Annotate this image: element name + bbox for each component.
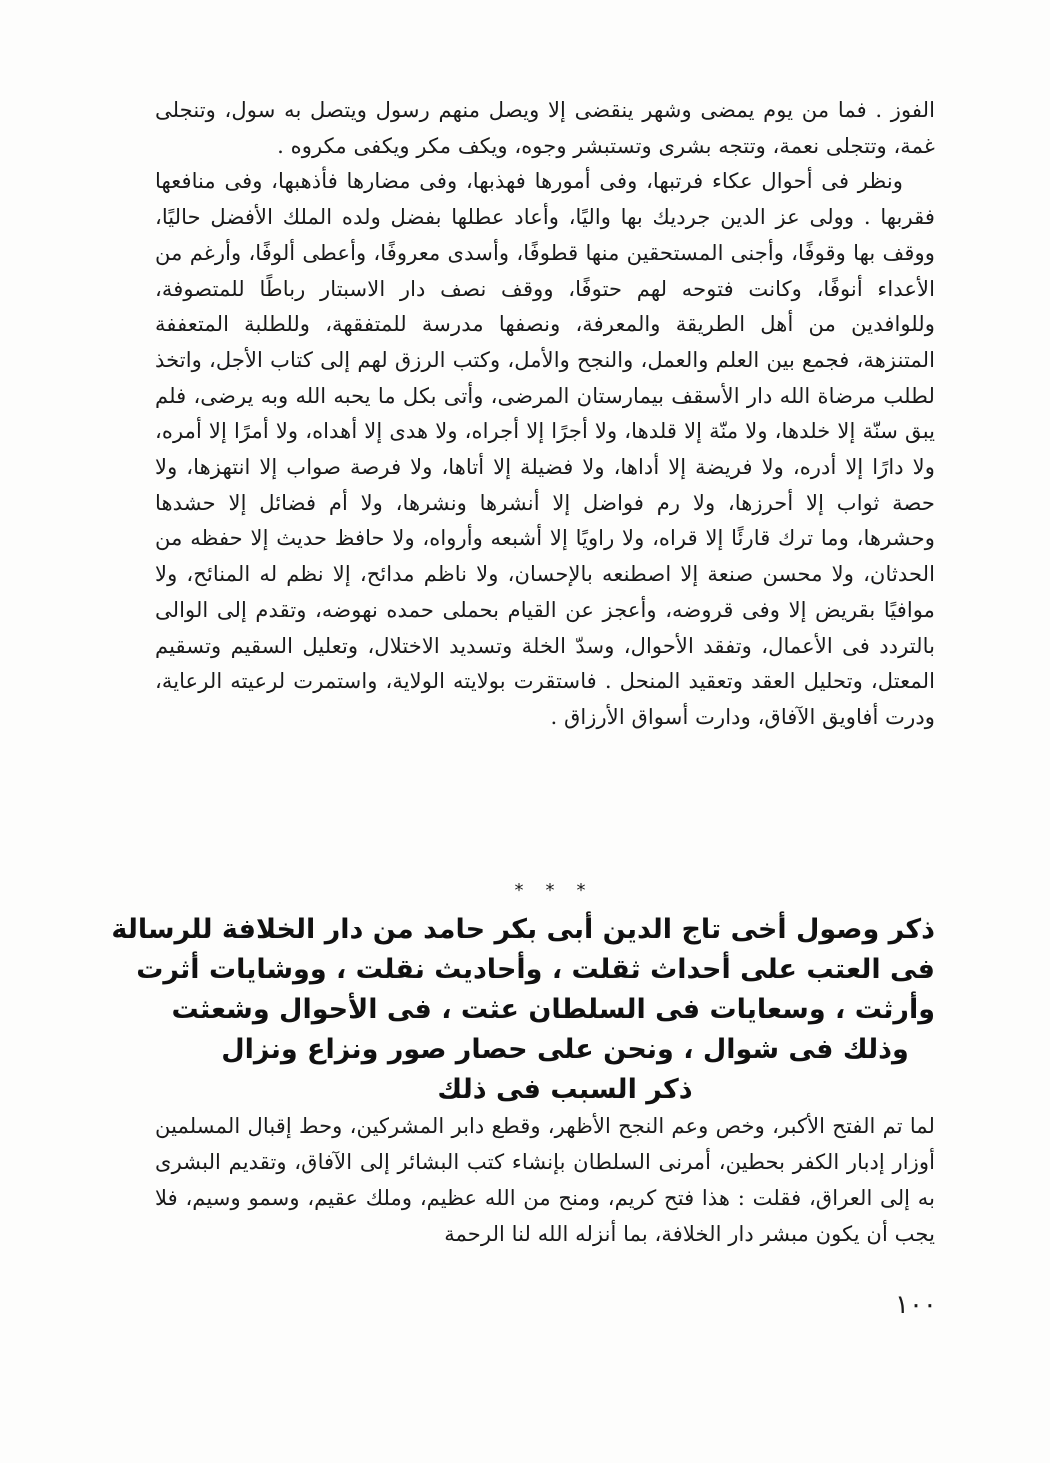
divider-asterisk: * [545,880,555,901]
paragraph-conquest: لما تم الفتح الأكبر، وخص وعم النجح الأظهر، وقطع دابر المشركين، وحط إقبال المسلمين أوزار إدبار الكفر بحطين، أمرنى السلطان بإنشاء كتب البشائر إلى الآفاق، وتقديم البشرى به إلى العراق، فقلت : هذا فتح كريم، ومنح من الله عظيم، وملك عقيم، وسمو وسيم، فلا يجب أن يكون مبشر دار الخلافة، بما أنزله الله لنا الرحمة [155,1113,935,1246]
paragraph-continuation: الفوز . فما من يوم يمضى وشهر ينقضى إلا ويصل منهم رسول ويتصل به سول، وتنجلى غمة، وتتجلى نعمة، وتتجه بشرى وتستبشر وجوه، ويكف مكر ويكفى مكروه . [155,97,935,158]
section-heading [111,910,935,1110]
heading-line: ذكر وصول أخى تاج الدين أبى بكر حامد من دار الخلافة للرسالة [111,914,935,945]
main-text [155,92,935,735]
heading-line: وأرثت ، وسعايات فى السلطان عثت ، فى الأحوال وشعثت [171,994,935,1025]
closing-text [155,1108,935,1252]
heading-line: فى العتب على أحداث ثقلت ، وأحاديث نقلت ، ووشايات أثرت [136,954,935,985]
divider-asterisk: * [514,880,524,901]
section-divider [480,880,620,906]
heading-subtitle: ذكر السبب فى ذلك [437,1074,693,1105]
heading-line: وذلك فى شوال ، ونحن على حصار صور ونزاع ونزال [221,1034,909,1065]
paragraph-akka: ونظر فى أحوال عكاء فرتبها، وفى أمورها فهذبها، وفى مضارها فأذهبها، وفى منافعها فقربها . وولى عز الدين جرديك بها واليًا، وأعاد عطلها بفضل ولده الملك الأفضل حاليًا، ووقف بها وقوفًا، وأجنى المستحقين منها قطوفًا، وأسدى معروفًا، وأعطى ألوفًا، وأرغم من الأعداء أنوفًا، وكانت فتوحه لهم حتوفًا، ووقف نصف دار الاسبتار رباطًا للمتصوفة، وللوافدين من أهل الطريقة والمعرفة، ونصفها مدرسة للمتفقهة، وللطلبة المتعففة المتنزهة، فجمع بين العلم والعمل، والنجح والأمل، وكتب الرزق لهم إلى كتاب الأجل، واتخذ لطلب مرضاة الله دار الأسقف بيمارستان المرضى، وأتى بكل ما يحبه الله وبه يرضى، فلم يبق سنّة إلا خلدها، ولا منّة إلا قلدها، ولا أجرًا إلا أجراه، ولا هدى إلا أهداه، ولا أمرًا إلا أمره، ولا دارًا إلا أدره، ولا فريضة إلا أداها، ولا فضيلة إلا أتاها، ولا فرصة صواب إلا انتهزها، ولا حصة ثواب إلا أحرزها، ولا رم فواضل إلا أنشرها ونشرها، ولا أم فضائل إلا حشدها وحشرها، وما ترك قارئًا إلا قراه، ولا راويًا إلا أشبعه وأرواه، ولا حافظ حديث إلا حفظه من الحدثان، ولا محسن صنعة إلا اصطنعه بالإحسان، ولا ناظم مدائح، إلا نظم له المنائح، ولا موافيًا بقريض إلا وفى قروضه، وأعجز عن القيام بحملى حمده نهوضه، وتقدم إلى الوالى بالتردد فى الأعمال، وتفقد الأحوال، وسدّ الخلة وتسديد الاختلال، وتعليل السقيم وتسقيم المعتل، وتحليل العقد وتعقيد المنحل . فاستقرت بولايته الولاية، واستمرت لرعيته الرعاية، ودرت أفاويق الآفاق، ودارت أسواق الأرزاق . [155,168,935,729]
divider-asterisk: * [576,880,586,901]
page-number: ١٠٠ [895,1290,937,1320]
